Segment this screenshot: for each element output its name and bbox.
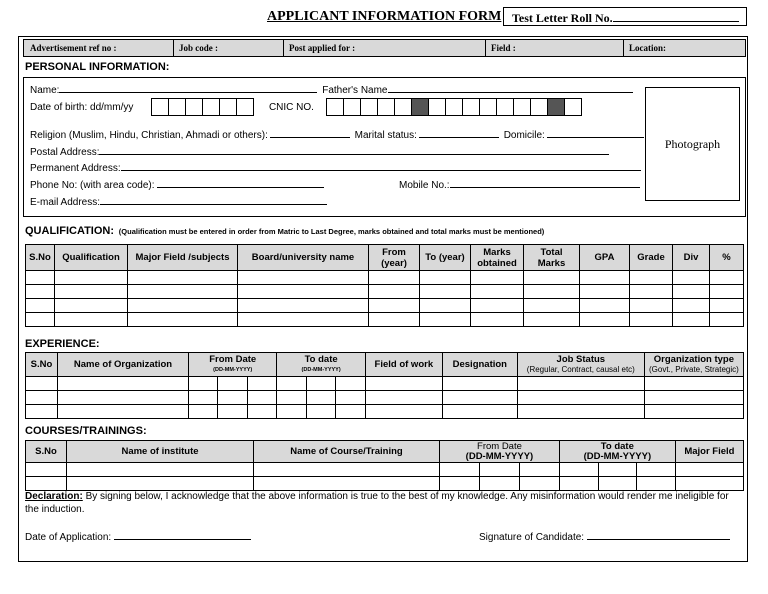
permanent-address-input[interactable] <box>121 160 641 171</box>
qual-col-major-field: Major Field /subjects <box>128 245 238 271</box>
exp-col-field: Field of work <box>365 353 442 377</box>
postal-address-input[interactable] <box>99 144 609 155</box>
course-col-sno: S.No <box>26 441 67 463</box>
qualification-heading-row <box>25 225 544 237</box>
table-row[interactable] <box>26 299 744 313</box>
qual-col-from: From (year) <box>369 245 420 271</box>
exp-col-status: Job Status (Regular, Contract, causal etc) <box>517 353 644 377</box>
name-input[interactable] <box>59 82 317 93</box>
form-title: APPLICANT INFORMATION FORM <box>267 9 502 24</box>
mobile-label: Mobile No.: <box>399 180 450 191</box>
table-row[interactable] <box>26 285 744 299</box>
course-col-institute: Name of institute <box>67 441 254 463</box>
cnic-label: CNIC NO. <box>268 101 314 113</box>
qualification-note: (Qualification must be entered in order from Matric to Last Degree, marks obtained and total marks must be mentioned) <box>118 227 545 236</box>
phone-input[interactable] <box>157 177 324 188</box>
personal-info-heading: PERSONAL INFORMATION: <box>25 61 170 73</box>
declaration-label: Declaration: <box>25 491 83 502</box>
mobile-row <box>399 177 640 191</box>
signature-label: Signature of Candidate: <box>479 532 585 543</box>
post-applied-field[interactable]: Post applied for : <box>284 40 486 57</box>
course-col-to: To date (DD-MM-YYYY) <box>559 441 675 463</box>
qualification-heading: QUALIFICATION: <box>25 225 115 237</box>
location-field[interactable]: Location: <box>624 40 746 57</box>
dob-row <box>30 98 582 118</box>
domicile-label: Domicile: <box>503 130 545 141</box>
postal-address-label: Postal Address: <box>30 147 100 158</box>
table-row[interactable] <box>26 271 744 285</box>
advertisement-ref-field[interactable]: Advertisement ref no : <box>24 40 174 57</box>
exp-col-designation: Designation <box>442 353 517 377</box>
qualification-table <box>25 244 744 327</box>
religion-label: Religion (Muslim, Hindu, Christian, Ahmadi or others): <box>30 130 268 141</box>
marital-status-label: Marital status: <box>354 130 417 141</box>
qual-col-percent: % <box>710 245 744 271</box>
experience-heading: EXPERIENCE: <box>25 338 100 350</box>
exp-col-org: Name of Organization <box>58 353 189 377</box>
roll-number-box[interactable] <box>503 7 747 26</box>
declaration <box>25 490 745 516</box>
religion-row <box>30 127 644 141</box>
name-label: Name: <box>30 85 60 96</box>
phone-label: Phone No: (with area code): <box>30 180 155 191</box>
marital-status-input[interactable] <box>419 127 499 138</box>
exp-col-orgtype: Organization type (Govt., Private, Strategic) <box>644 353 743 377</box>
roll-number-label: Test Letter Roll No. <box>512 11 613 25</box>
job-code-field[interactable]: Job code : <box>174 40 284 57</box>
qual-col-sno: S.No <box>26 245 55 271</box>
email-label: E-mail Address: <box>30 197 101 208</box>
exp-col-sno: S.No <box>26 353 58 377</box>
dob-boxes[interactable] <box>152 98 254 116</box>
qual-col-grade: Grade <box>630 245 673 271</box>
table-row[interactable] <box>26 377 744 391</box>
exp-col-from: From Date (DD-MM-YYYY) <box>189 353 277 377</box>
courses-heading: COURSES/TRAININGS: <box>25 425 147 437</box>
dob-label: Date of birth: dd/mm/yy <box>30 101 134 113</box>
experience-table <box>25 352 744 419</box>
declaration-text: By signing below, I acknowledge that the above information is true to the best of my knowledge. Any misinformation would render me ineligible for the induction. <box>25 491 729 515</box>
date-of-application-input[interactable] <box>114 529 251 540</box>
date-of-application-label: Date of Application: <box>25 532 112 543</box>
mobile-input[interactable] <box>450 177 640 188</box>
photograph-box[interactable] <box>645 87 740 201</box>
cnic-boxes[interactable] <box>327 98 582 116</box>
email-input[interactable] <box>100 194 327 205</box>
course-col-from: From Date (DD-MM-YYYY) <box>440 441 560 463</box>
photograph-label: Photograph <box>664 136 721 151</box>
permanent-row <box>30 160 641 174</box>
signature-input[interactable] <box>587 529 730 540</box>
permanent-address-label: Permanent Address: <box>30 163 121 174</box>
date-of-application-row <box>25 529 251 543</box>
job-info-row <box>23 39 746 57</box>
signature-row <box>479 529 730 543</box>
course-col-course: Name of Course/Training <box>254 441 440 463</box>
qual-col-total: Total Marks <box>524 245 580 271</box>
postal-row <box>30 144 609 158</box>
phone-row <box>30 177 324 191</box>
field-field[interactable]: Field : <box>486 40 624 57</box>
table-row[interactable] <box>26 313 744 327</box>
course-col-major: Major Field <box>675 441 743 463</box>
qual-col-to: To (year) <box>420 245 471 271</box>
domicile-input[interactable] <box>547 127 644 138</box>
name-row <box>30 82 633 96</box>
qual-col-gpa: GPA <box>580 245 630 271</box>
exp-col-to: To date (DD-MM-YYYY) <box>277 353 365 377</box>
qual-col-board: Board/university name <box>238 245 369 271</box>
qual-col-div: Div <box>673 245 710 271</box>
table-row[interactable] <box>26 405 744 419</box>
father-name-input[interactable] <box>388 82 633 93</box>
courses-table <box>25 440 744 491</box>
religion-input[interactable] <box>270 127 350 138</box>
email-row <box>30 194 327 208</box>
table-row[interactable] <box>26 463 744 477</box>
table-row[interactable] <box>26 477 744 491</box>
table-row[interactable] <box>26 391 744 405</box>
qual-col-marks: Marks obtained <box>471 245 524 271</box>
father-name-label: Father's Name <box>322 85 388 96</box>
qual-col-qualification: Qualification <box>55 245 128 271</box>
